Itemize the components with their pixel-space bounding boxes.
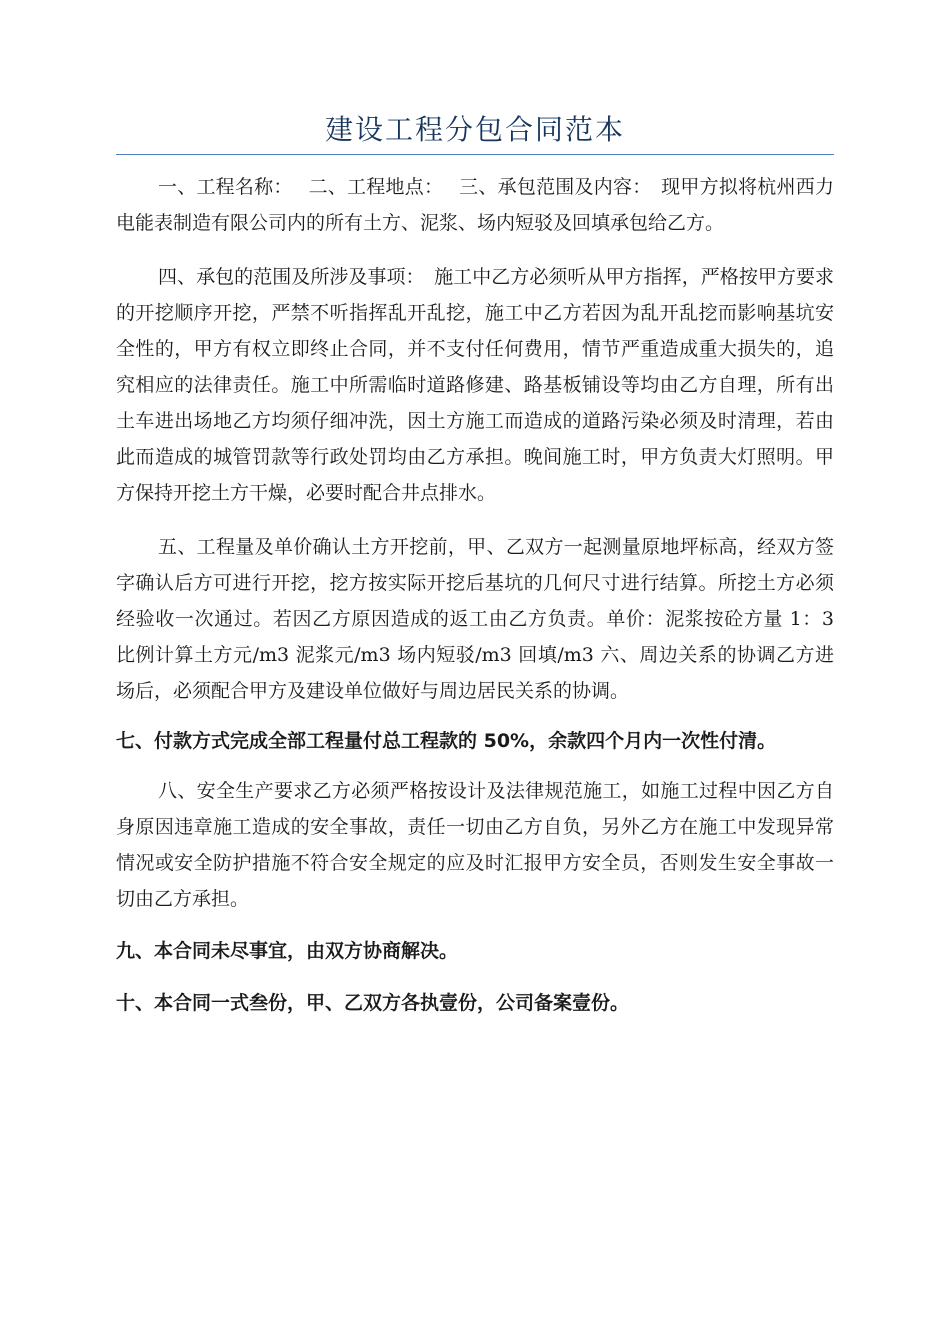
title-divider <box>116 154 834 155</box>
document-title: 建设工程分包合同范本 <box>324 113 625 146</box>
document-page <box>116 108 834 1021</box>
paragraph-safety: 八、安全生产要求乙方必须严格按设计及法律规范施工，如施工过程中因乙方自身原因违章施工造成的安全事故，责任一切由乙方自负，另外乙方在施工中发现异常情况或安全防护措施不符合安全规定的应及时汇报甲方安全员，否则发生安全事故一切由乙方承担。 <box>116 780 834 910</box>
paragraph-quantity-price: 五、工程量及单价确认土方开挖前，甲、乙双方一起测量原地坪标高，经双方签字确认后方可进行开挖，挖方按实际开挖后基坑的几何尺寸进行结算。所挖土方必须经验收一次通过。若因乙方原因造成的返工由乙方负责。单价：泥浆按砼方量 1：3 比例计算土方元/m3 泥浆元/m3 场内短驳/m3 回填/m3 六、周边关系的协调乙方进场后，必须配合甲方及建设单位做好与周边居民关系的协调。 <box>116 536 834 702</box>
paragraph-payment: 七、付款方式完成全部工程量付总工程款的 50%，余款四个月内一次性付清。 <box>116 730 777 752</box>
paragraph-copies: 十、本合同一式叁份，甲、乙双方各执壹份，公司备案壹份。 <box>116 992 630 1014</box>
paragraph-scope: 一、工程名称： 二、工程地点： 三、承包范围及内容： 现甲方拟将杭州西力电能表制造有限公司内的所有土方、泥浆、场内短驳及回填承包给乙方。 <box>116 176 834 234</box>
paragraph-matters: 四、承包的范围及所涉及事项： 施工中乙方必须听从甲方指挥，严格按甲方要求的开挖顺序开挖，严禁不听指挥乱开乱挖，施工中乙方若因为乱开乱挖而影响基坑安全性的，甲方有权立即终止合同，并不支付任何费用，情节严重造成重大损失的，追究相应的法律责任。施工中所需临时道路修建、路基板铺设等均由乙方自理，所有出土车进出场地乙方均须仔细冲洗，因土方施工而造成的道路污染必须及时清理，若由此而造成的城管罚款等行政处罚均由乙方承担。晚间施工时，甲方负责大灯照明。甲方保持开挖土方干燥，必要时配合井点排水。 <box>116 266 834 504</box>
paragraph-unresolved: 九、本合同未尽事宜，由双方协商解决。 <box>116 940 459 962</box>
